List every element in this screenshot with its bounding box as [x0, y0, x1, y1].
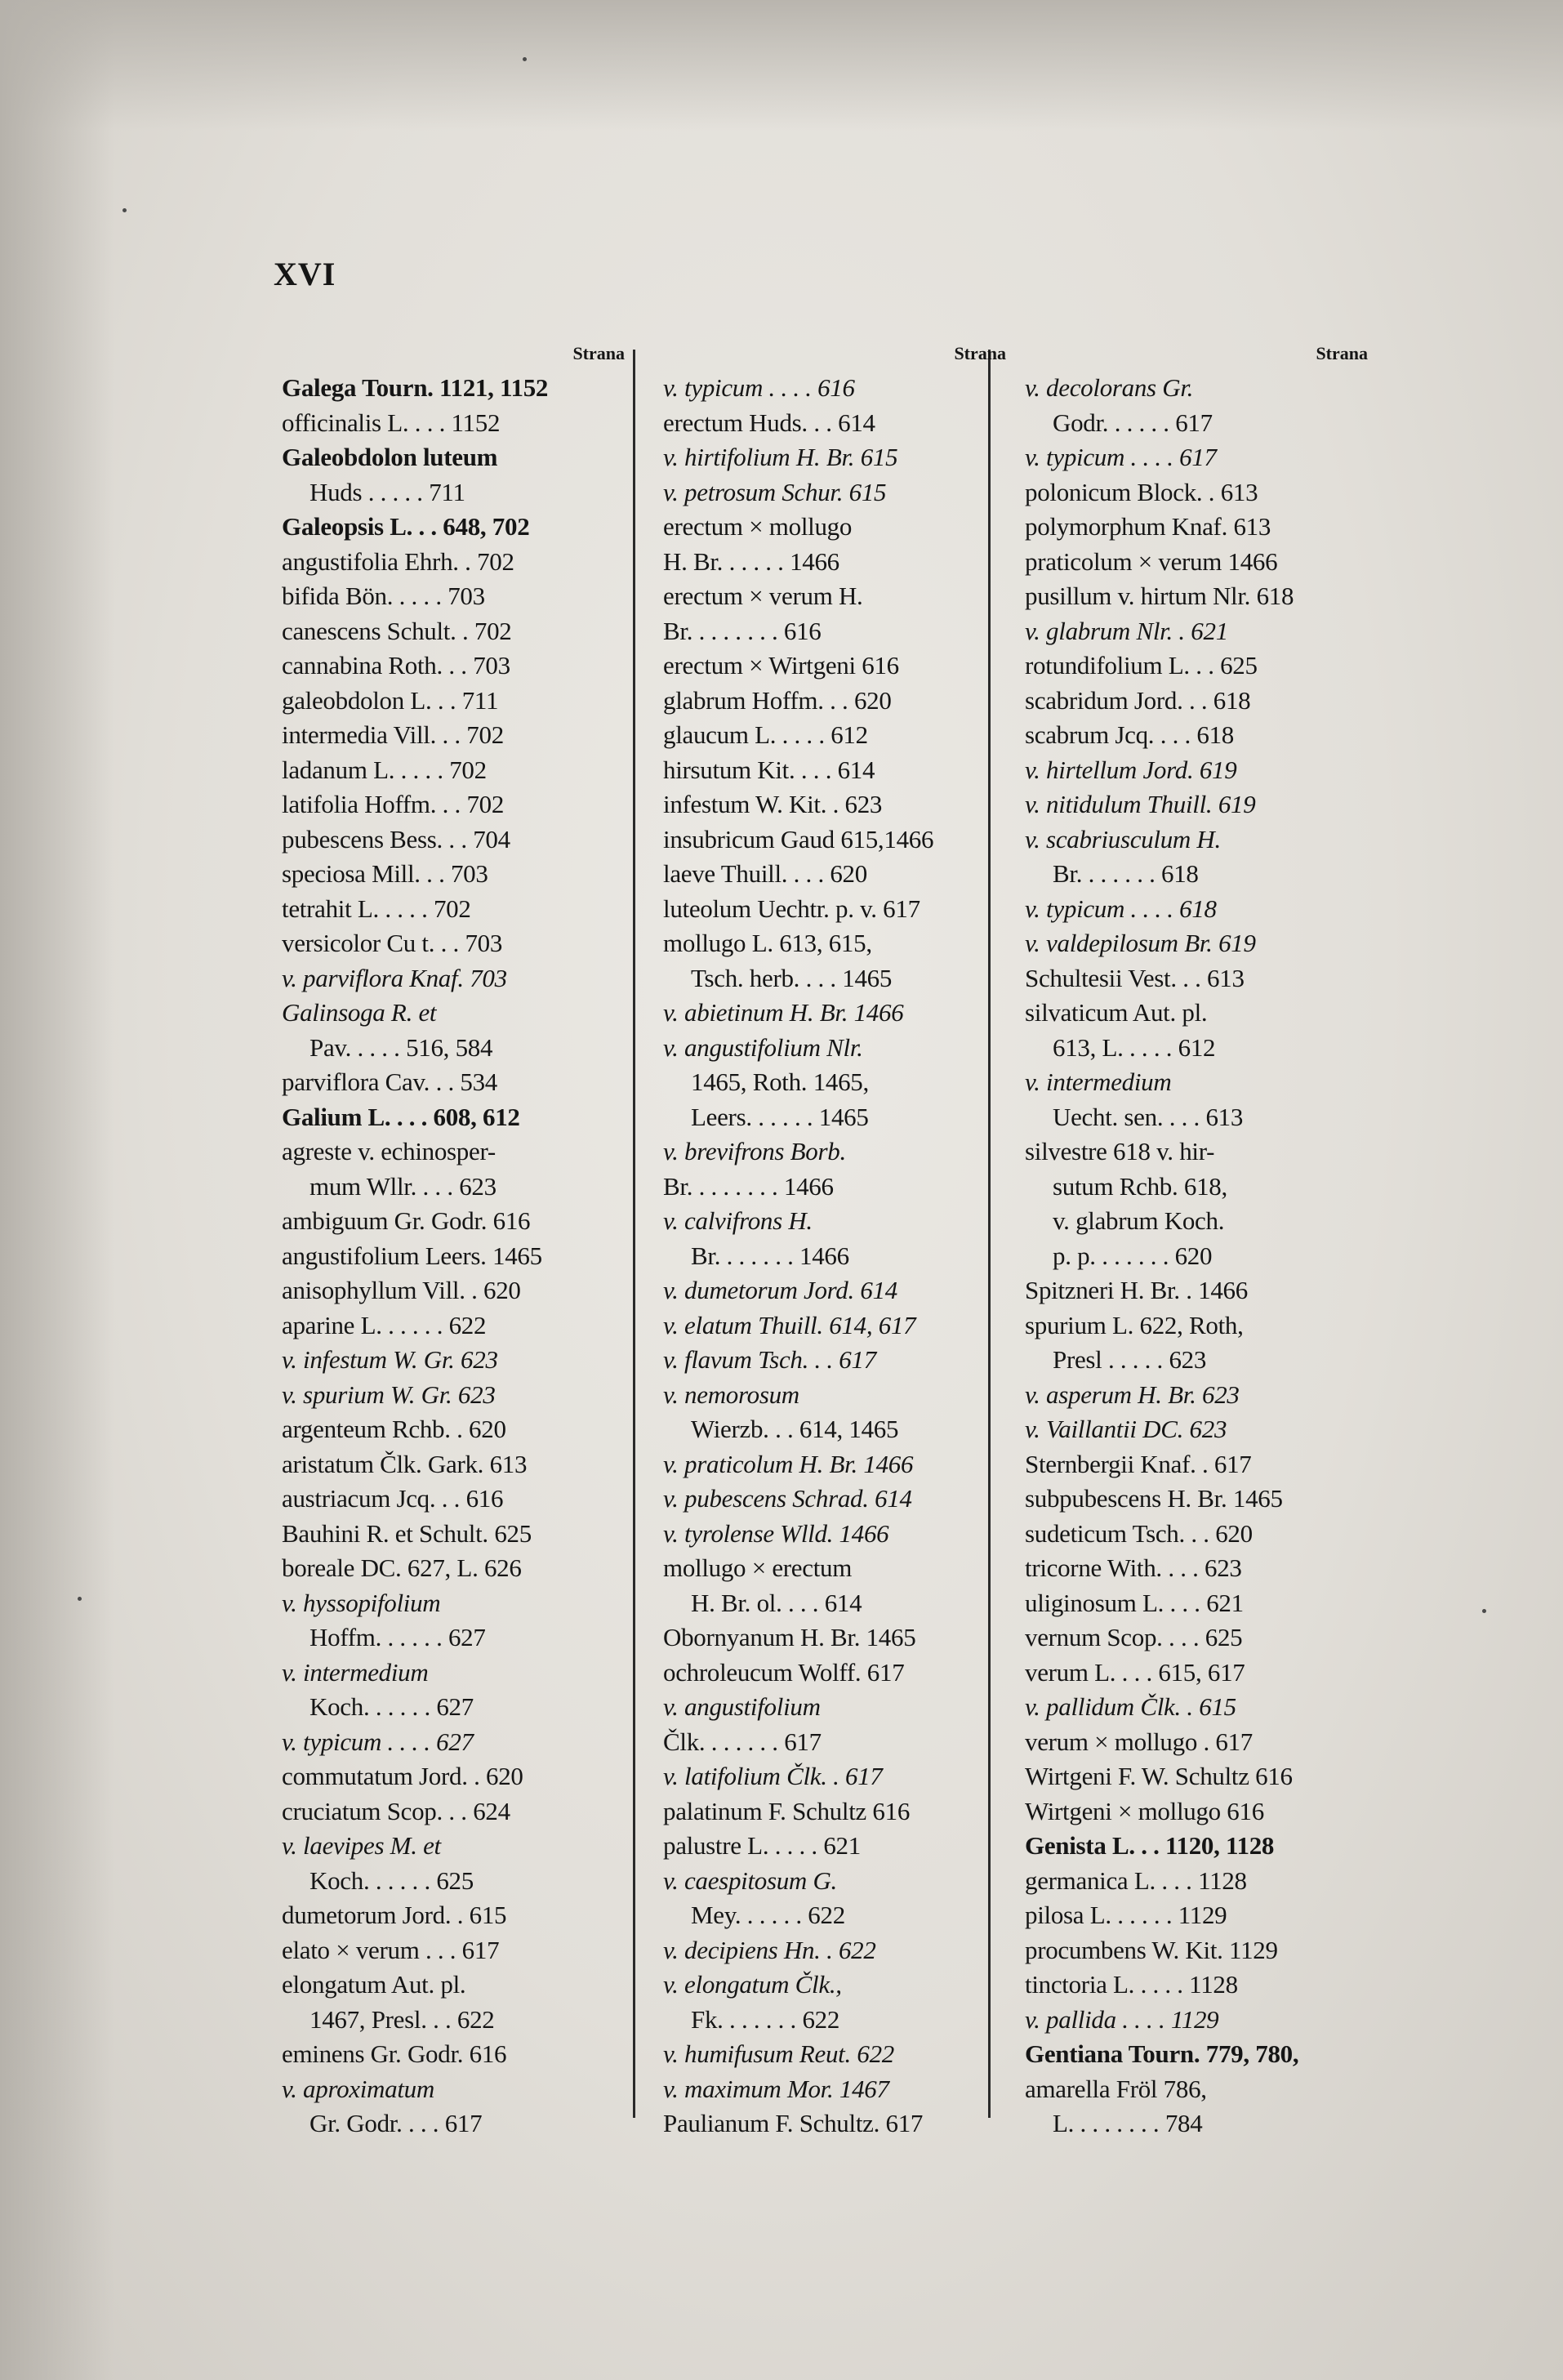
index-column-2: [663, 343, 1006, 2142]
variety-entry: v. tyrolense Wlld. 1466: [663, 1518, 889, 1548]
scan-speck: [122, 208, 127, 212]
index-entry: Br. . . . . . . . 616: [663, 616, 822, 645]
index-entry: dumetorum Jord. . 615: [282, 1901, 507, 1929]
variety-entry: v. dumetorum Jord. 614: [663, 1276, 897, 1304]
index-entry: canescens Schult. . 702: [282, 616, 512, 645]
variety-entry: v. typicum . . . . 616: [663, 373, 855, 402]
column-header: Strana: [1316, 343, 1368, 363]
variety-entry: v. nitidulum Thuill. 619: [1025, 790, 1256, 818]
index-entry: Wirtgeni × mollugo 616: [1025, 1796, 1264, 1825]
index-entry: hirsutum Kit. . . . 614: [663, 755, 875, 784]
index-entry: erectum Huds. . . 614: [663, 408, 875, 437]
index-entry: Godr. . . . . . 617: [1053, 408, 1213, 437]
index-entry: Huds . . . . . 711: [309, 477, 465, 506]
variety-entry: v. calvifrons H.: [663, 1206, 813, 1235]
index-entry: Br. . . . . . . . 1466: [663, 1171, 834, 1201]
genus-entry: Galium L. . . . 608, 612: [282, 1102, 520, 1131]
variety-entry: v. typicum . . . . 617: [1025, 443, 1217, 471]
index-entry: aristatum Člk. Gark. 613: [282, 1449, 528, 1478]
variety-entry: v. praticolum H. Br. 1466: [663, 1449, 914, 1478]
variety-entry: v. angustifolium: [663, 1692, 821, 1721]
index-entry: 1465, Roth. 1465,: [691, 1067, 869, 1096]
page-number: XVI: [274, 256, 336, 292]
index-entry: argenteum Rchb. . 620: [282, 1415, 506, 1443]
variety-entry: v. decipiens Hn. . 622: [663, 1935, 876, 1964]
scan-speck: [1482, 1609, 1486, 1613]
variety-entry: v. abietinum H. Br. 1466: [663, 998, 904, 1027]
index-entry: erectum × Wirtgeni 616: [663, 651, 899, 680]
index-entry: H. Br. ol. . . . 614: [691, 1588, 862, 1617]
index-entry: ochroleucum Wolff. 617: [663, 1657, 905, 1687]
entries-list: [663, 371, 1006, 2142]
index-entry: Wierzb. . . 614, 1465: [691, 1415, 899, 1443]
index-entry: Wirtgeni F. W. Schultz 616: [1025, 1762, 1293, 1790]
index-entry: silvestre 618 v. hir-: [1025, 1137, 1215, 1165]
index-entry: p. p. . . . . . . 620: [1053, 1241, 1213, 1270]
variety-entry: v. intermedium: [1025, 1067, 1172, 1096]
index-entry: Koch. . . . . . 627: [309, 1692, 474, 1721]
index-entry: Spitzneri H. Br. . 1466: [1025, 1276, 1248, 1304]
index-entry: subpubescens H. Br. 1465: [1025, 1484, 1283, 1513]
index-entry: cruciatum Scop. . . 624: [282, 1796, 510, 1825]
variety-entry: v. Vaillantii DC. 623: [1025, 1415, 1227, 1443]
variety-entry: v. caespitosum G.: [663, 1865, 838, 1895]
index-entry: versicolor Cu t. . . 703: [282, 929, 503, 957]
scan-speck: [523, 57, 527, 61]
variety-entry: v. maximum Mor. 1467: [663, 2074, 889, 2103]
variety-entry: v. glabrum Nlr. . 621: [1025, 616, 1228, 645]
variety-entry: v. humifusum Reut. 622: [663, 2039, 894, 2068]
variety-entry: v. infestum W. Gr. 623: [282, 1345, 498, 1374]
index-entry: insubricum Gaud 615,1466: [663, 824, 934, 854]
genus-entry: Genista L. . . 1120, 1128: [1025, 1831, 1275, 1860]
index-entry: pusillum v. hirtum Nlr. 618: [1025, 582, 1294, 610]
index-entry: Schultesii Vest. . . 613: [1025, 963, 1245, 992]
index-entry: rotundifolium L. . . 625: [1025, 651, 1258, 680]
index-entry: parviflora Cav. . . 534: [282, 1067, 497, 1096]
variety-entry: v. hyssopifolium: [282, 1588, 441, 1617]
index-entry: Presl . . . . . 623: [1053, 1345, 1207, 1374]
index-entry: Sternbergii Knaf. . 617: [1025, 1449, 1252, 1478]
index-entry: spurium L. 622, Roth,: [1025, 1310, 1244, 1339]
index-entry: Br. . . . . . . 618: [1053, 859, 1199, 888]
index-entry: verum × mollugo . 617: [1025, 1727, 1253, 1756]
index-entry: sudeticum Tsch. . . 620: [1025, 1518, 1253, 1548]
column-header: Strana: [954, 343, 1006, 363]
index-entry: angustifolium Leers. 1465: [282, 1241, 542, 1270]
variety-entry: v. latifolium Člk. . 617: [663, 1762, 883, 1790]
variety-entry: v. intermedium: [282, 1657, 429, 1687]
index-entry: angustifolia Ehrh. . 702: [282, 546, 514, 576]
index-entry: ambiguum Gr. Godr. 616: [282, 1206, 531, 1235]
index-entry: boreale DC. 627, L. 626: [282, 1553, 522, 1582]
index-entry: agreste v. echinosper-: [282, 1137, 496, 1165]
index-entry: uliginosum L. . . . 621: [1025, 1588, 1244, 1617]
variety-entry: v. elongatum Člk.,: [663, 1970, 842, 1999]
entries-list: [282, 371, 625, 2142]
index-entry: tinctoria L. . . . . 1128: [1025, 1970, 1238, 1999]
index-entry: germanica L. . . . 1128: [1025, 1865, 1247, 1895]
index-entry: ladanum L. . . . . 702: [282, 755, 487, 784]
variety-entry: Galinsoga R. et: [282, 998, 437, 1027]
variety-entry: v. aproximatum: [282, 2074, 434, 2103]
index-entry: procumbens W. Kit. 1129: [1025, 1935, 1278, 1964]
index-entry: Tsch. herb. . . . 1465: [691, 963, 893, 992]
genus-entry: Galega Tourn. 1121, 1152: [282, 373, 549, 402]
variety-entry: v. angustifolium Nlr.: [663, 1032, 863, 1062]
index-entry: erectum × mollugo: [663, 512, 853, 541]
index-entry: officinalis L. . . . 1152: [282, 408, 501, 437]
index-entry: commutatum Jord. . 620: [282, 1762, 523, 1790]
index-entry: Leers. . . . . . 1465: [691, 1102, 869, 1131]
variety-entry: v. decolorans Gr.: [1025, 373, 1194, 402]
index-entry: H. Br. . . . . . 1466: [663, 546, 839, 576]
index-entry: elongatum Aut. pl.: [282, 1970, 466, 1999]
index-entry: mum Wllr. . . . 623: [309, 1171, 497, 1201]
index-entry: glaucum L. . . . . 612: [663, 720, 868, 749]
index-entry: Koch. . . . . . 625: [309, 1865, 474, 1895]
variety-entry: v. spurium W. Gr. 623: [282, 1379, 496, 1409]
index-entry: mollugo × erectum: [663, 1553, 853, 1582]
index-entry: glabrum Hoffm. . . 620: [663, 685, 892, 715]
index-entry: scabrum Jcq. . . . 618: [1025, 720, 1234, 749]
index-entry: Obornyanum H. Br. 1465: [663, 1623, 916, 1651]
scan-speck: [78, 1597, 82, 1601]
index-entry: amarella Fröl 786,: [1025, 2074, 1207, 2103]
entries-list: [1025, 371, 1368, 2142]
index-entry: praticolum × verum 1466: [1025, 546, 1278, 576]
index-entry: pubescens Bess. . . 704: [282, 824, 510, 854]
index-entry: intermedia Vill. . . 702: [282, 720, 504, 749]
variety-entry: v. pallidum Člk. . 615: [1025, 1692, 1236, 1721]
index-entry: eminens Gr. Godr. 616: [282, 2039, 507, 2068]
variety-entry: v. typicum . . . . 627: [282, 1727, 474, 1756]
index-entry: Fk. . . . . . . 622: [691, 2004, 840, 2034]
index-entry: laeve Thuill. . . . 620: [663, 859, 867, 888]
index-entry: elato × verum . . . 617: [282, 1935, 500, 1964]
index-entry: erectum × verum H.: [663, 582, 863, 610]
index-entry: Paulianum F. Schultz. 617: [663, 2109, 924, 2137]
index-entry: vernum Scop. . . . 625: [1025, 1623, 1243, 1651]
index-entry: verum L. . . . 615, 617: [1025, 1657, 1245, 1687]
genus-entry: Gentiana Tourn. 779, 780,: [1025, 2039, 1299, 2068]
index-entry: Člk. . . . . . . 617: [663, 1727, 822, 1756]
genus-entry: Galeobdolon luteum: [282, 443, 498, 471]
index-entry: anisophyllum Vill. . 620: [282, 1276, 521, 1304]
index-entry: austriacum Jcq. . . 616: [282, 1484, 504, 1513]
index-entry: tricorne With. . . . 623: [1025, 1553, 1242, 1582]
variety-entry: v. pallida . . . . 1129: [1025, 2004, 1219, 2034]
index-entry: infestum W. Kit. . 623: [663, 790, 883, 818]
index-entry: cannabina Roth. . . 703: [282, 651, 510, 680]
index-column-1: [282, 343, 625, 2142]
variety-entry: v. brevifrons Borb.: [663, 1137, 846, 1165]
variety-entry: v. pubescens Schrad. 614: [663, 1484, 912, 1513]
index-entry: Br. . . . . . . 1466: [691, 1241, 849, 1270]
index-entry: pilosa L. . . . . . 1129: [1025, 1901, 1227, 1929]
index-entry: v. glabrum Koch.: [1053, 1206, 1225, 1235]
genus-entry: Galeopsis L. . . 648, 702: [282, 512, 530, 541]
index-entry: L. . . . . . . . 784: [1053, 2109, 1203, 2137]
index-entry: Pav. . . . . 516, 584: [309, 1032, 493, 1062]
variety-entry: v. typicum . . . . 618: [1025, 894, 1217, 923]
index-entry: silvaticum Aut. pl.: [1025, 998, 1208, 1027]
column-divider: [633, 350, 635, 2118]
variety-entry: v. hirtifolium H. Br. 615: [663, 443, 898, 471]
index-entry: palustre L. . . . . 621: [663, 1831, 861, 1860]
index-entry: 613, L. . . . . 612: [1053, 1032, 1216, 1062]
index-entry: Hoffm. . . . . . 627: [309, 1623, 486, 1651]
index-entry: 1467, Presl. . . 622: [309, 2004, 495, 2034]
index-entry: Uecht. sen. . . . 613: [1053, 1102, 1244, 1131]
index-column-3: [1025, 343, 1368, 2142]
variety-entry: v. scabriusculum H.: [1025, 824, 1221, 854]
variety-entry: v. laevipes M. et: [282, 1831, 441, 1860]
index-entry: mollugo L. 613, 615,: [663, 929, 872, 957]
index-entry: scabridum Jord. . . 618: [1025, 685, 1251, 715]
index-entry: tetrahit L. . . . . 702: [282, 894, 471, 923]
variety-entry: v. flavum Tsch. . . 617: [663, 1345, 876, 1374]
scan-shadow-left: [0, 0, 114, 2380]
index-entry: speciosa Mill. . . 703: [282, 859, 488, 888]
variety-entry: v. asperum H. Br. 623: [1025, 1379, 1240, 1409]
index-entry: palatinum F. Schultz 616: [663, 1796, 911, 1825]
variety-entry: v. petrosum Schur. 615: [663, 477, 887, 506]
index-entry: bifida Bön. . . . . 703: [282, 582, 485, 610]
index-entry: aparine L. . . . . . 622: [282, 1310, 487, 1339]
scan-shadow-top: [0, 0, 1563, 131]
index-entry: Mey. . . . . . 622: [691, 1901, 845, 1929]
variety-entry: v. parviflora Knaf. 703: [282, 963, 507, 992]
index-entry: latifolia Hoffm. . . 702: [282, 790, 505, 818]
variety-entry: v. hirtellum Jord. 619: [1025, 755, 1237, 784]
variety-entry: v. valdepilosum Br. 619: [1025, 929, 1256, 957]
index-entry: sutum Rchb. 618,: [1053, 1171, 1227, 1201]
column-header: Strana: [572, 343, 625, 363]
index-entry: luteolum Uechtr. p. v. 617: [663, 894, 920, 923]
index-entry: Gr. Godr. . . . 617: [309, 2109, 483, 2137]
variety-entry: v. elatum Thuill. 614, 617: [663, 1310, 916, 1339]
index-entry: Bauhini R. et Schult. 625: [282, 1518, 532, 1548]
index-entry: polonicum Block. . 613: [1025, 477, 1258, 506]
variety-entry: v. nemorosum: [663, 1379, 799, 1409]
index-entry: galeobdolon L. . . 711: [282, 685, 499, 715]
index-entry: polymorphum Knaf. 613: [1025, 512, 1271, 541]
